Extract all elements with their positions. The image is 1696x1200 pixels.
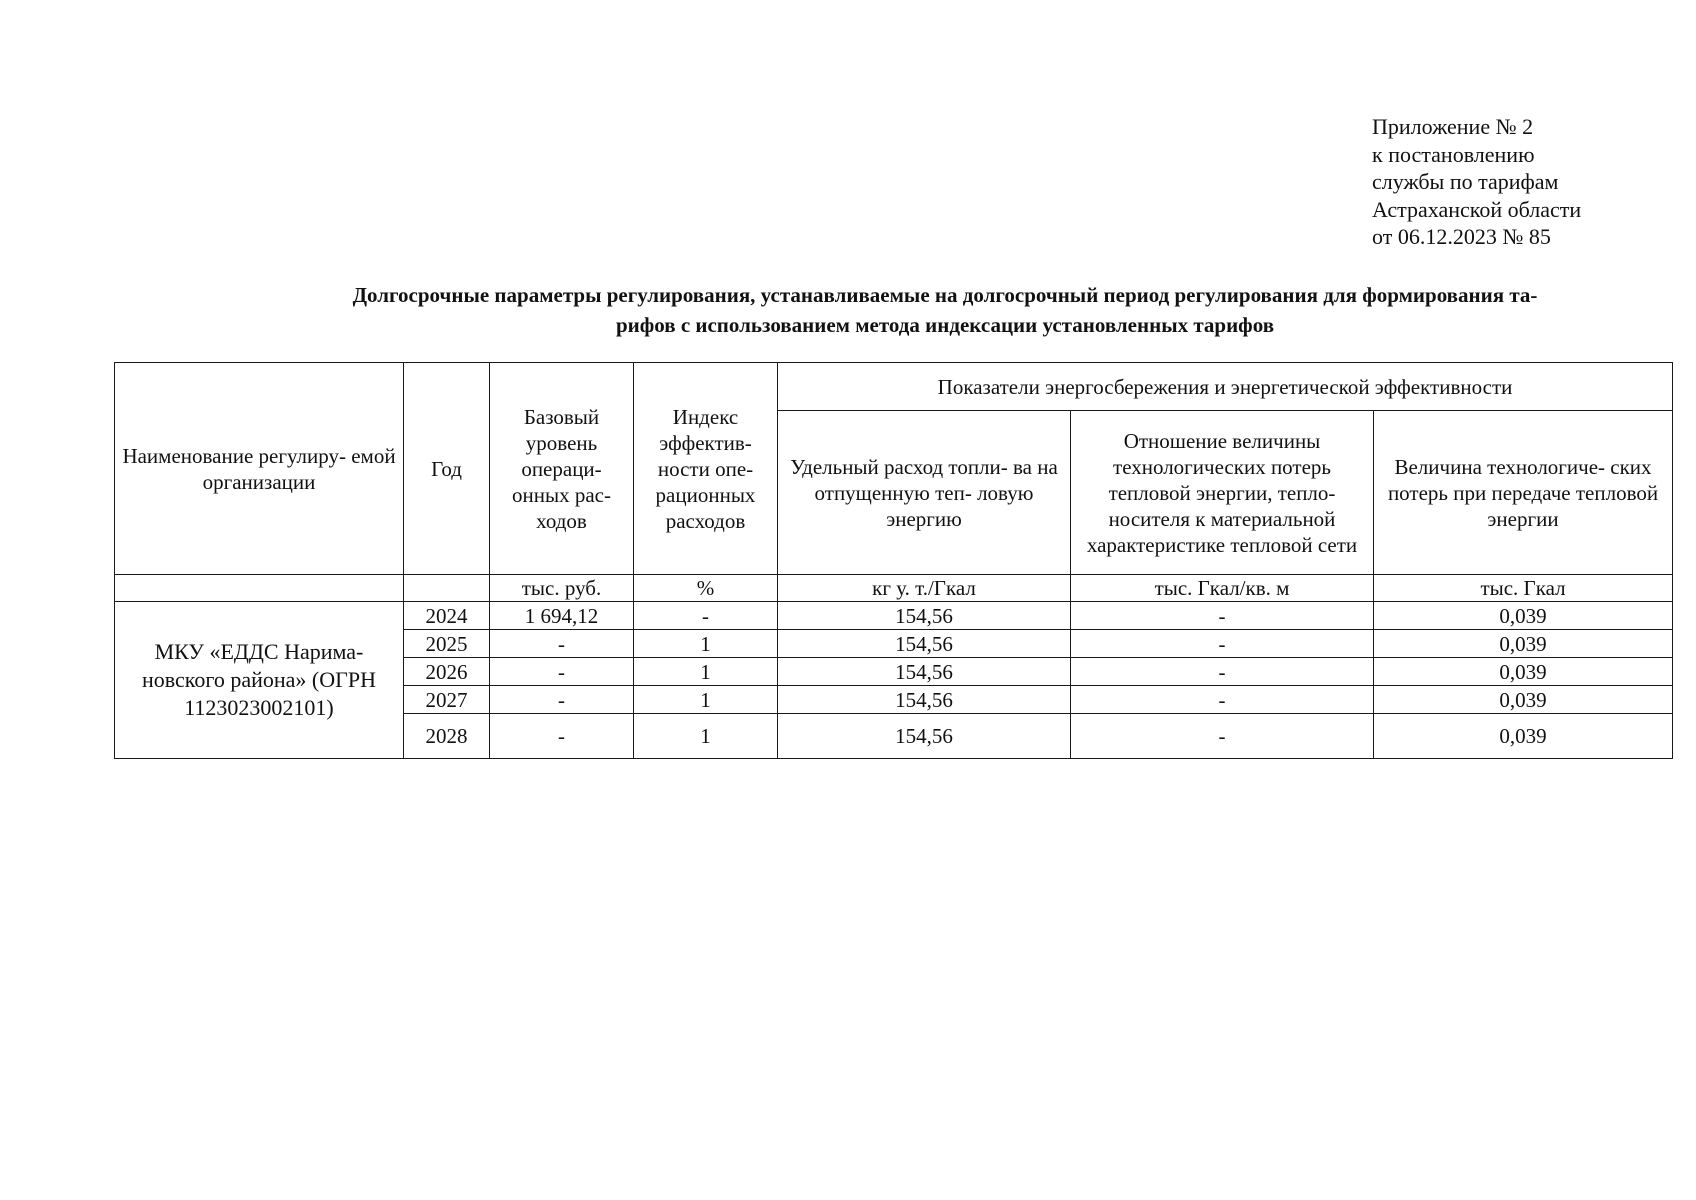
unit-empty <box>404 575 490 602</box>
unit-loss-ratio: тыс. Гкал/кв. м <box>1071 575 1374 602</box>
cell-efficiency-index: 1 <box>634 658 778 686</box>
cell-loss-value: 0,039 <box>1374 630 1673 658</box>
appendix-line: Астраханской области <box>1372 196 1582 222</box>
organization-name: МКУ «ЕДДС Нарима- новского района» (ОГРН 1123023002101) <box>115 602 404 759</box>
unit-empty <box>115 575 404 602</box>
cell-base-level: 1 694,12 <box>490 602 634 630</box>
cell-year: 2027 <box>404 686 490 714</box>
cell-efficiency-index: 1 <box>634 686 778 714</box>
header-fuel-rate: Удельный расход топли- ва на отпущенную теп- ловую энергию <box>778 411 1071 575</box>
parameters-table <box>114 362 1673 759</box>
cell-year: 2024 <box>404 602 490 630</box>
cell-efficiency-index: 1 <box>634 714 778 759</box>
header-efficiency-index: Индекс эффектив- ности опе- рационных расходов <box>634 363 778 575</box>
document-title-line-2: рифов с использованием метода индексации установленных тарифов <box>615 313 1275 337</box>
cell-year: 2026 <box>404 658 490 686</box>
cell-fuel-rate: 154,56 <box>778 658 1071 686</box>
cell-efficiency-index: 1 <box>634 630 778 658</box>
unit-efficiency-index: % <box>634 575 778 602</box>
appendix-line: к постановлению <box>1372 141 1535 167</box>
cell-base-level: - <box>490 714 634 759</box>
document-title <box>240 280 1650 340</box>
appendix-line: Приложение № 2 <box>1372 114 1534 139</box>
cell-fuel-rate: 154,56 <box>778 630 1071 658</box>
header-organization: Наименование регулиру- емой организации <box>115 363 404 575</box>
cell-loss-value: 0,039 <box>1374 686 1673 714</box>
document-title-line-1: Долгосрочные параметры регулирования, устанавливаемые на долгосрочный период регулирования для формирования та- <box>352 283 1538 307</box>
cell-loss-ratio: - <box>1071 602 1374 630</box>
cell-base-level: - <box>490 630 634 658</box>
cell-base-level: - <box>490 686 634 714</box>
cell-year: 2025 <box>404 630 490 658</box>
header-loss-value: Величина технологиче- ских потерь при передаче тепловой энергии <box>1374 411 1673 575</box>
cell-loss-ratio: - <box>1071 714 1374 759</box>
cell-loss-value: 0,039 <box>1374 658 1673 686</box>
appendix-line: от 06.12.2023 № 85 <box>1372 224 1551 249</box>
cell-efficiency-index: - <box>634 602 778 630</box>
cell-year: 2028 <box>404 714 490 759</box>
header-energy-group: Показатели энергосбережения и энергетической эффективности <box>778 363 1673 411</box>
cell-loss-value: 0,039 <box>1374 602 1673 630</box>
cell-fuel-rate: 154,56 <box>778 602 1071 630</box>
cell-loss-ratio: - <box>1071 658 1374 686</box>
appendix-block <box>1372 113 1581 251</box>
header-base-level: Базовый уровень операци- онных рас- ходов <box>490 363 634 575</box>
cell-base-level: - <box>490 658 634 686</box>
appendix-line: службы по тарифам <box>1372 169 1559 194</box>
unit-base-level: тыс. руб. <box>490 575 634 602</box>
unit-loss-value: тыс. Гкал <box>1374 575 1673 602</box>
header-loss-ratio: Отношение величины технологических потерь тепловой энергии, тепло- носителя к материальной характеристике тепловой сети <box>1071 411 1374 575</box>
cell-fuel-rate: 154,56 <box>778 686 1071 714</box>
cell-loss-ratio: - <box>1071 686 1374 714</box>
cell-loss-value: 0,039 <box>1374 714 1673 759</box>
header-year: Год <box>404 363 490 575</box>
cell-loss-ratio: - <box>1071 630 1374 658</box>
table-row <box>115 602 1673 630</box>
unit-fuel-rate: кг у. т./Гкал <box>778 575 1071 602</box>
cell-fuel-rate: 154,56 <box>778 714 1071 759</box>
